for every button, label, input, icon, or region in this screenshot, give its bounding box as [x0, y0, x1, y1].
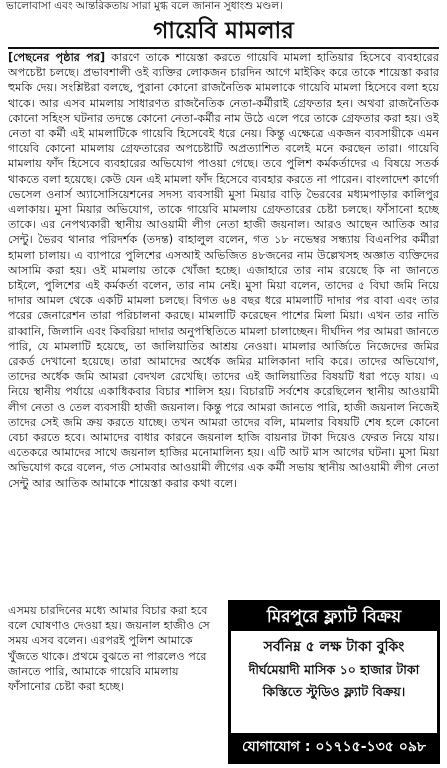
ad-installment-line: দীর্ঘমেয়াদী মাসিক ১০ হাজার টাকা — [248, 662, 420, 677]
article-body-continued: এসময় চারদিনের মধ্যে আমার বিচার করা হবে বলে ঘোষণাও দেওয়া হয়। জয়নাল হাজীও সে সময় এসব বলেন। এরপরই পুলিশ আমাকে খুঁজতে থাকে। প্রথমে বুঝতে না পারলেও পরে জানতে পারি, আমাকে গায়েবি মামলায় ফাঁসানোর চেষ্টা করা হচ্ছে। — [8, 604, 210, 694]
ad-booking-line: সর্বনিম্ন ৫ লক্ষ টাকা বুকিং — [263, 639, 405, 655]
previous-article-fragment: ভালোবাসা এবং আন্তরিকতায় সারা মুগ্ধ বলে জানান সুধাংশু মণ্ডল। — [6, 0, 283, 12]
ad-contact: যোগাযোগ : ০১৭১৫-১৩৫ ০৯৮ — [231, 733, 437, 761]
flat-sale-advertisement — [228, 600, 440, 764]
article-body-text: কারণে তাকে শায়েস্তা করতে গায়েবি মামলা হাতিয়ার হিসেবে ব্যবহারের অপচেষ্টা চলছে। প্রভাবশালী ওই ব্যক্তির লোকজন চারদিন আগে মাইকিং করে তাকে শায়েস্তা করার হুমকি দেয়। সংশ্লিষ্টরা বলছে, পুরানা কোনো রাজনৈতিক মামলাকে গায়েবি মামলা হিসেবে বলা হয়ে থাকে। আর এসব মামলায় সাধারণত রাজনৈতিক নেতা-কর্মীরাই গ্রেফতার হন। অথবা রাজনৈতিক কোনো সহিংস ঘটনার তদন্তে কোনো নেতা-কর্মীর নাম উঠে এলে পরে তাকে গ্রেফতার করা হয়। ওই নেতা বা কর্মী এই মামলাটিকে গায়েবি হিসেবেই ধরে নেয়। কিন্তু এক্ষেত্রে একজন ব্যবসায়ীকে এমন গায়েবি কোনো মামলায় গ্রেফতারের অপচেষ্টাটি অপ্রত্যাশিত বলেই মনে করছেন তারা। গায়েবি মামলায় ফাঁদ হিসেবে ব্যবহারের অভিযোগ পাওয়া গেছে। তবে পুলিশ কর্মকর্তাদের এ বিষয়ে সতর্ক থাকতে বলা হয়েছে। কেউ যেন এই মামলা ফাঁদ হিসেবে ব্যবহার করতে না পারেন। বাংলাদেশ কার্গো ভেসেল ওনার্স অ্যাসোসিয়েশনের সদস্য ব্যবসায়ী মুসা মিয়ার বাড়ি ভৈরবের মধ্যমপাড়ার কালিপুর এলাকায়। মুসা মিয়ার অভিযোগ, তাকে গায়েবি মামলায় গ্রেফতারের চেষ্টা চলছে। ফাঁসানো হচ্ছে তাকে। এর নেপথ্যকারী স্থানীয় আওয়ামী লীগ নেতা হাজী জয়নাল। আরও আছেন আতিক আর সেন্টু। ভৈরব থানার পরিদর্শক (তদন্ত) বাহালুল বলেন, গত ১৮ নভেম্বর সন্ধ্যায় বিএনপির কর্মীরা হামলা চালায়। এ ব্যাপারে পুলিশের এসআই অভিজিত ৪৮জনের নাম উল্লেখসহ অজ্ঞাত ব্যক্তিদের আসামি করা হয়। ওই মামলায় তাকে খোঁজা হচ্ছে। এজাহারে তার নাম রয়েছে কি না জানতে চাইলে, পুলিশের এই কর্মকর্তা বলেন, তার নাম নেই। মুসা মিয়া বলেন, তাদের ৫ বিঘা জমি নিয়ে দাদার আমল থেকে একটি মামলা চলছে। বিগত ৬৪ বছর ধরে মামলাটি দাদার পর বাবা এবং তার পরের জেনারেশন তারা পরিচালনা করছে। মামলাটি করেছেন পাশের মিলা মিয়া। এখন তার নাতি রাব্বানি, জিলানি এবং কিবরিয়া দাদার অনুপস্থিতিতে মামলা চালাচ্ছেন। দীর্ঘদিন পর আমরা জানতে পারি, যে মামলাটি হয়েছে, তা জালিয়াতির আশ্রয় নেওয়া। মামলার আর্জিতে নিজেদের জমির রেকর্ড দেখানো হয়েছে। তারা আমাদের অর্ধেক জমির মালিকানা দাবি করে। তাদের অভিযোগ, তাদের অর্ধেক জমি আমরা বেদখল রেখেছি। তাদের এই জালিয়াতির বিষয়টি ধরা পড়ে যায়। এ নিয়ে স্থানীয় পর্যায়ে একাধিকবার বিচার শালিস হয়। বিচারটি সর্বশেষ করেছিলেন স্থানীয় আওয়ামী লীগ নেতা ও তেল ব্যবসায়ী হাজী জয়নাল। কিন্তু পরে আমরা জানতে পারি, হাজী জয়নাল নিজেই তাদের সেই জমি ক্রয় করতে যাচ্ছে। তখন আমরা তাদের বলি, মামলার বিষয়টি শেষ হলে কোনো বেচা করতে হবে। আমাদের বাধার কারনে জয়নাল হাজি বায়নার টাকা দিয়েও ফেরত নিয়ে যায়। এতেকরে আমাদের সাথে জয়নাল হাজির মনোমালিন্য হয়। এটি আট মাস আগের ঘটনা। মুসা মিয়া অভিযোগ করে বলেন, গত সোমবার আওয়ামী লীগের এক কর্মী সভায় স্থানীয় আওয়ামী লীগ নেতা সেন্টু আর আতিক আমাকে শায়েস্তা করার কথা বলে। — [8, 51, 439, 490]
headline-divider — [8, 47, 439, 49]
article-body — [8, 50, 439, 604]
article-headline: গায়েবি মামলার — [153, 18, 294, 44]
continued-label: [পেছনের পৃষ্ঠার পর] — [8, 51, 106, 64]
ad-title: মিরপুরে ফ্ল্যাট বিক্রয় — [231, 603, 437, 631]
ad-studio-line: কিস্তিতে স্টুডিও ফ্ল্যাট বিক্রয়। — [262, 684, 406, 699]
